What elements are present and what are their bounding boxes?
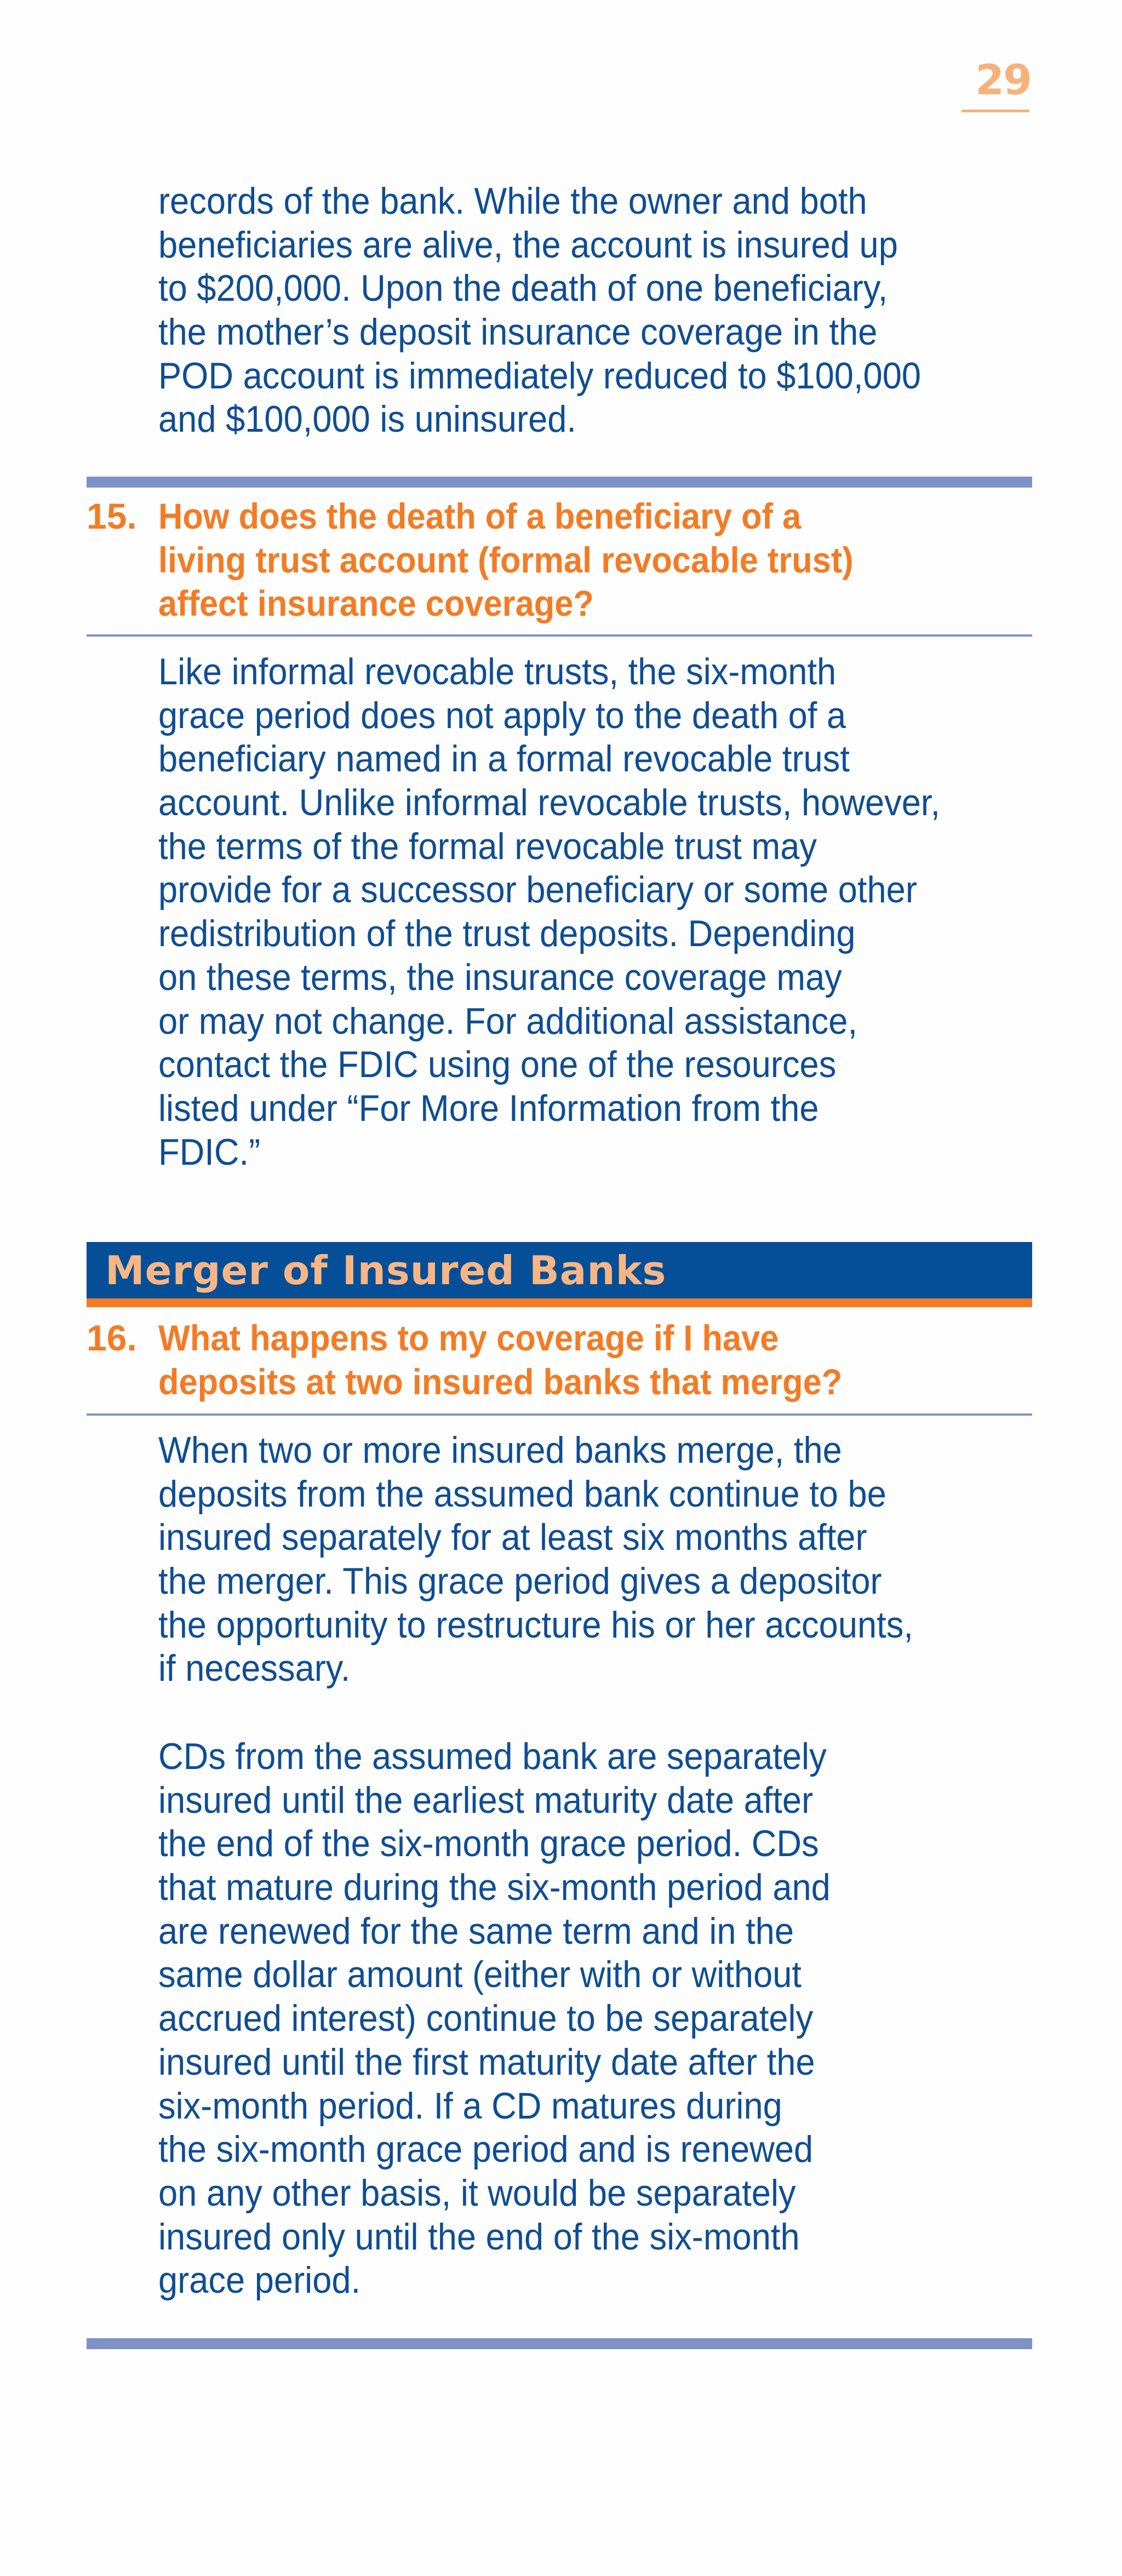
text-line: Like informal revocable trusts, the six-month [158, 651, 837, 692]
text-line: on these terms, the insurance coverage may [158, 956, 842, 998]
text-line: on any other basis, it would be separately [158, 2172, 796, 2214]
text-line: or may not change. For additional assistance, [158, 1000, 858, 1042]
text-line: that mature during the six-month period and [158, 1867, 831, 1909]
text-line: listed under “For More Information from the [158, 1087, 819, 1129]
page-number-underline [961, 110, 1029, 112]
text-line: the terms of the formal revocable trust may [158, 825, 817, 867]
text-line: grace period. [158, 2259, 361, 2302]
question-line: deposits at two insured banks that merge? [158, 1361, 843, 1402]
text-line: and $100,000 is uninsured. [158, 398, 576, 440]
text-line: insured until the first maturity date after the [158, 2041, 815, 2083]
text-line: grace period does not apply to the death of a [158, 694, 846, 736]
text-line: accrued interest) continue to be separately [158, 1997, 814, 2040]
text-line: the six-month grace period and is renewed [158, 2128, 814, 2171]
question-line: What happens to my coverage if I have [158, 1318, 779, 1358]
text-line: When two or more insured banks merge, the [158, 1429, 842, 1471]
text-line: records of the bank. While the owner and both [158, 180, 867, 222]
question-divider [87, 634, 1032, 637]
text-line: POD account is immediately reduced to $100,000 [158, 354, 921, 397]
text-line: beneficiary named in a formal revocable trust [158, 738, 850, 780]
question-line: affect insurance coverage? [158, 583, 594, 624]
question-number: 15. [87, 496, 137, 536]
text-line: provide for a successor beneficiary or some other [158, 869, 917, 911]
text-line: CDs from the assumed bank are separately [158, 1736, 827, 1777]
intro-continuation-paragraph [158, 180, 978, 442]
text-line: to $200,000. Upon the death of one beneficiary, [158, 267, 888, 310]
answer-15-paragraph [158, 650, 999, 1174]
text-line: the mother’s deposit insurance coverage in the [158, 311, 878, 353]
question-line: living trust account (formal revocable trust) [158, 539, 854, 580]
text-line: are renewed for the same term and in the [158, 1910, 794, 1952]
text-line: insured separately for at least six months after [158, 1516, 867, 1559]
text-line: if necessary. [158, 1647, 351, 1690]
answer-16-paragraph-2 [158, 1735, 881, 2303]
text-line: redistribution of the trust deposits. Depending [158, 913, 856, 955]
text-line: FDIC.” [158, 1131, 261, 1173]
question-line: How does the death of a beneficiary of a [158, 496, 802, 536]
text-line: same dollar amount (either with or without [158, 1954, 802, 1996]
question-divider [87, 1413, 1032, 1416]
section-title: Merger of Insured Banks [105, 1247, 667, 1293]
page-number: 29 [975, 55, 1031, 104]
text-line: beneficiaries are alive, the account is insured up [158, 224, 898, 266]
text-line: contact the FDIC using one of the resources [158, 1044, 837, 1086]
text-line: insured until the earliest maturity date after [158, 1779, 814, 1821]
page-bottom-divider [87, 2338, 1032, 2349]
section-header-accent [87, 1298, 1032, 1307]
answer-16-paragraph-1 [158, 1429, 970, 1691]
text-line: the end of the six-month grace period. CDs [158, 1823, 819, 1865]
text-line: insured only until the end of the six-month [158, 2216, 800, 2258]
text-line: six-month period. If a CD matures during [158, 2085, 782, 2127]
text-line: the merger. This grace period gives a depositor [158, 1560, 882, 1602]
text-line: account. Unlike informal revocable trusts, however, [158, 782, 941, 824]
section-header-bar [87, 1242, 1032, 1298]
text-line: the opportunity to restructure his or her accounts, [158, 1604, 913, 1646]
section-divider [87, 477, 1032, 488]
question-number: 16. [87, 1318, 137, 1358]
text-line: deposits from the assumed bank continue to be [158, 1473, 886, 1515]
